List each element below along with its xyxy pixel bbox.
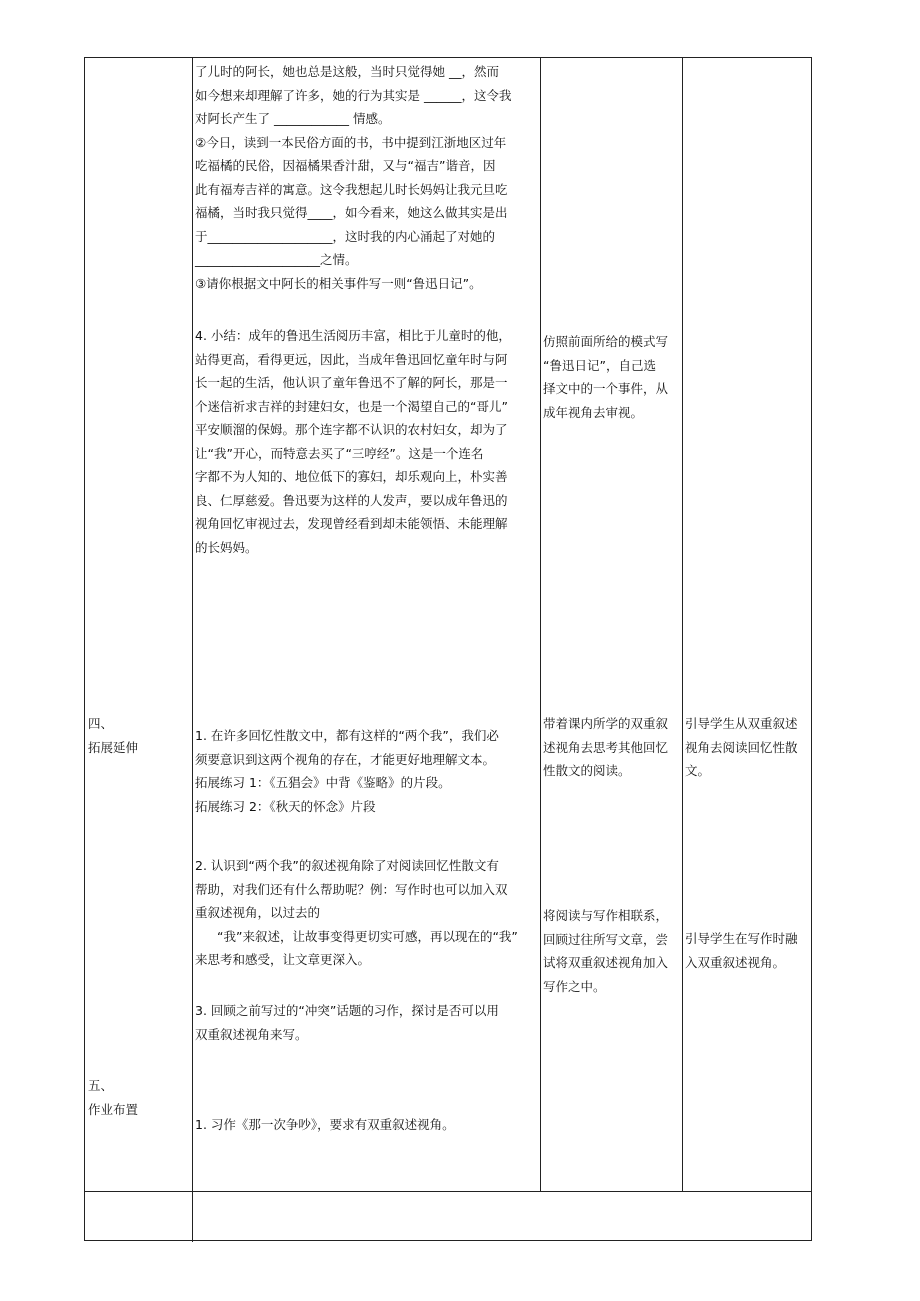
homework-block [195,1113,540,1137]
text-line: 1. 在许多回忆性散文中，都有这样的“两个我”，我们必 [195,728,499,743]
section-4-heading [88,712,188,759]
text-line: 入双重叙述视角。 [685,954,786,970]
text-line: “鲁迅日记”，自己选 [543,357,656,373]
text-line: 对阿长产生了 ____________ 情感。 [195,111,391,126]
text-line: 拓展练习 2：《秋天的怀念》片段 [195,798,376,814]
text-line: 4. 小结：成年的鲁迅生活阅历丰富，相比于儿童时的他， [195,328,511,343]
text-line: 引导学生从双重叙述 [685,716,798,731]
text-line: ③请你根据文中阿长的相关事件写一则“鲁迅日记”。 [195,275,482,291]
text-line: 带着课内所学的双重叙 [543,716,669,731]
text-line: 2. 认识到“两个我”的叙述视角除了对阅读回忆性散文有 [195,858,499,873]
extension-block-3 [195,999,540,1046]
homework-text: 1. 习作《那一次争吵》，要求有双重叙述视角。 [195,1117,455,1132]
text-line: 写作之中。 [543,978,606,994]
text-line: 须要意识到这两个视角的存在，才能更好地理解文本。 [195,751,496,767]
extension-block-2 [195,854,540,972]
text-line: 字都不为人知的、地位低下的寡妇，却乐观向上，朴实善 [195,469,508,484]
text-line: 让“我”开心，而特意去买了“三哼经”。这是一个连名 [195,445,484,461]
text-line: 站得更高，看得更远，因此，当成年鲁迅回忆童年时与阿 [195,351,508,367]
section-number: 五、 [88,1078,114,1093]
text-line: 双重叙述视角来写。 [195,1026,308,1042]
text-line: 的长妈妈。 [195,539,258,555]
text-line: 述视角去思考其他回忆 [543,739,669,755]
text-line: 回顾过往所写文章，尝 [543,931,669,947]
extension-block-1 [195,724,540,818]
text-line: 仿照前面所给的模式写 [543,334,669,349]
text-line: 文。 [685,763,711,778]
text-line: 个迷信祈求吉祥的封建妇女，也是一个渴望自己的“哥儿” [195,398,508,414]
student-activity-diary [543,330,683,424]
column-divider-2 [540,58,541,1191]
design-intent-writing [685,927,810,974]
text-line: 此有福寿吉祥的寓意。这令我想起儿时长妈妈让我元旦吃 [195,181,508,197]
text-line: 择文中的一个事件，从 [543,381,669,396]
text-line: 平安顺溜的保姆。那个连字都不认识的农村妇女，却为了 [195,422,508,437]
student-activity-writing [543,904,683,998]
text-line: 帮助，对我们还有什么帮助呢？例：写作时也可以加入双 [195,881,508,897]
text-line: 了儿时的阿长，她也总是这般，当时只觉得她 __，然而 [195,64,499,79]
text-line: 重叙述视角，以过去的 [195,905,321,920]
text-line: 福橘，当时我只觉得____，如今看来，她这么做其实是出 [195,205,508,220]
design-intent-extension [685,712,810,783]
column-divider-3 [682,58,683,1191]
section-title: 作业布置 [88,1101,139,1117]
text-line: ②今日，读到一本民俗方面的书，书中提到江浙地区过年 [195,134,507,150]
text-line: “我”来叙述，让故事变得更切实可感，再以现在的“我” [217,928,518,944]
section-title: 拓展延伸 [88,739,139,755]
text-line: 3. 回顾之前写过的“冲突”话题的习作，探讨是否可以用 [195,1003,499,1018]
text-line: 于____________________，这时我的内心涌起了对她的 [195,228,496,244]
text-line: 试将双重叙述视角加入 [543,955,669,970]
section-5-heading [88,1074,188,1121]
summary-block [195,324,540,559]
text-line: 良、仁厚慈爱。鲁迅要为这样的人发声，要以成年鲁迅的 [195,492,508,508]
section-number: 四、 [88,716,114,731]
text-line: 成年视角去审视。 [543,404,644,420]
text-line: 引导学生在写作时融 [685,931,798,946]
text-line: 吃福橘的民俗，因福橘果香汁甜，又与“福吉”谐音，因 [195,158,496,173]
text-line: 将阅读与写作相联系， [543,908,669,923]
row-divider-bottom [85,1191,811,1192]
text-line: 长一起的生活，他认识了童年鲁迅不了解的阿长，那是一 [195,375,508,390]
text-line: ____________________之情。 [195,252,358,267]
text-line: 来思考和感受，让文章更深入。 [195,952,371,967]
text-line: 如今想来却理解了许多，她的行为其实是 ______，这令我 [195,87,512,103]
content-top-block [195,60,540,295]
lesson-plan-table [84,57,812,1241]
text-line: 视角去阅读回忆性散 [685,739,798,755]
column-divider-1 [192,58,193,1242]
text-line: 性散文的阅读。 [543,763,631,778]
student-activity-extension [543,712,683,783]
text-line: 视角回忆审视过去，发现曾经看到却未能领悟、未能理解 [195,516,508,531]
text-line: 拓展练习 1：《五猖会》中背《鉴略》的片段。 [195,775,451,790]
